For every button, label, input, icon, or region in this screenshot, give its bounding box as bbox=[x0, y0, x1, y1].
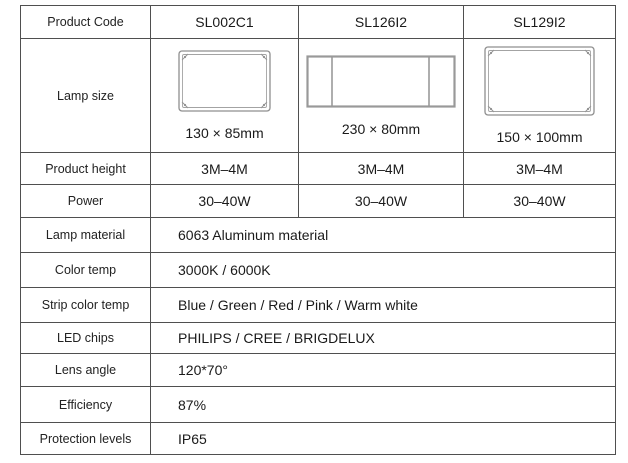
color-temp-value: 3000K / 6000K bbox=[151, 253, 616, 288]
product-code-sl126i2: SL126I2 bbox=[299, 6, 464, 39]
table-row-lamp-material bbox=[21, 218, 616, 253]
product-height-value-1: 3M–4M bbox=[151, 153, 299, 185]
lamp-size-cell-1 bbox=[151, 39, 299, 153]
row-label-lamp-material: Lamp material bbox=[21, 218, 151, 253]
strip-color-temp-value: Blue / Green / Red / Pink / Warm white bbox=[151, 288, 616, 323]
table-row-product-height bbox=[21, 153, 616, 185]
lamp-size-cell-3 bbox=[464, 39, 616, 153]
power-value-2: 30–40W bbox=[299, 185, 464, 218]
row-label-strip-color-temp: Strip color temp bbox=[21, 288, 151, 323]
row-label-led-chips: LED chips bbox=[21, 323, 151, 354]
table-row-efficiency bbox=[21, 387, 616, 423]
lamp-material-value: 6063 Aluminum material bbox=[151, 218, 616, 253]
table-row-lens-angle bbox=[21, 354, 616, 387]
lamp-outline-rounded-frame-icon bbox=[484, 46, 595, 116]
lamp-illustration-2 bbox=[299, 55, 463, 137]
table-row-color-temp bbox=[21, 253, 616, 288]
table-row-protection-levels bbox=[21, 423, 616, 455]
lamp-dimension-2: 230 × 80mm bbox=[341, 120, 421, 137]
row-label-color-temp: Color temp bbox=[21, 253, 151, 288]
product-height-value-2: 3M–4M bbox=[299, 153, 464, 185]
lamp-size-cell-2 bbox=[299, 39, 464, 153]
row-label-product-height: Product height bbox=[21, 153, 151, 185]
led-chips-value: PHILIPS / CREE / BRIGDELUX bbox=[151, 323, 616, 354]
row-label-protection-levels: Protection levels bbox=[21, 423, 151, 455]
power-value-3: 30–40W bbox=[464, 185, 616, 218]
table-row-lamp-size bbox=[21, 39, 616, 153]
table-row-power bbox=[21, 185, 616, 218]
power-value-1: 30–40W bbox=[151, 185, 299, 218]
table-row-product-code bbox=[21, 6, 616, 39]
lamp-outline-bar-endcaps-icon bbox=[306, 55, 456, 108]
row-label-product-code: Product Code bbox=[21, 6, 151, 39]
lamp-dimension-3: 150 × 100mm bbox=[496, 129, 583, 145]
row-label-lamp-size: Lamp size bbox=[21, 39, 151, 153]
table-row-strip-color-temp bbox=[21, 288, 616, 323]
product-height-value-3: 3M–4M bbox=[464, 153, 616, 185]
product-code-sl129i2: SL129I2 bbox=[464, 6, 616, 39]
lamp-illustration-1 bbox=[151, 50, 298, 141]
row-label-efficiency: Efficiency bbox=[21, 387, 151, 423]
lamp-outline-rounded-frame-icon bbox=[178, 50, 271, 112]
protection-levels-value: IP65 bbox=[151, 423, 616, 455]
table-row-led-chips bbox=[21, 323, 616, 354]
lens-angle-value: 120*70° bbox=[151, 354, 616, 387]
row-label-power: Power bbox=[21, 185, 151, 218]
product-spec-table bbox=[20, 5, 616, 455]
lamp-illustration-3 bbox=[464, 46, 615, 145]
row-label-lens-angle: Lens angle bbox=[21, 354, 151, 387]
product-code-sl002c1: SL002C1 bbox=[151, 6, 299, 39]
lamp-dimension-1: 130 × 85mm bbox=[185, 125, 264, 141]
efficiency-value: 87% bbox=[151, 387, 616, 423]
